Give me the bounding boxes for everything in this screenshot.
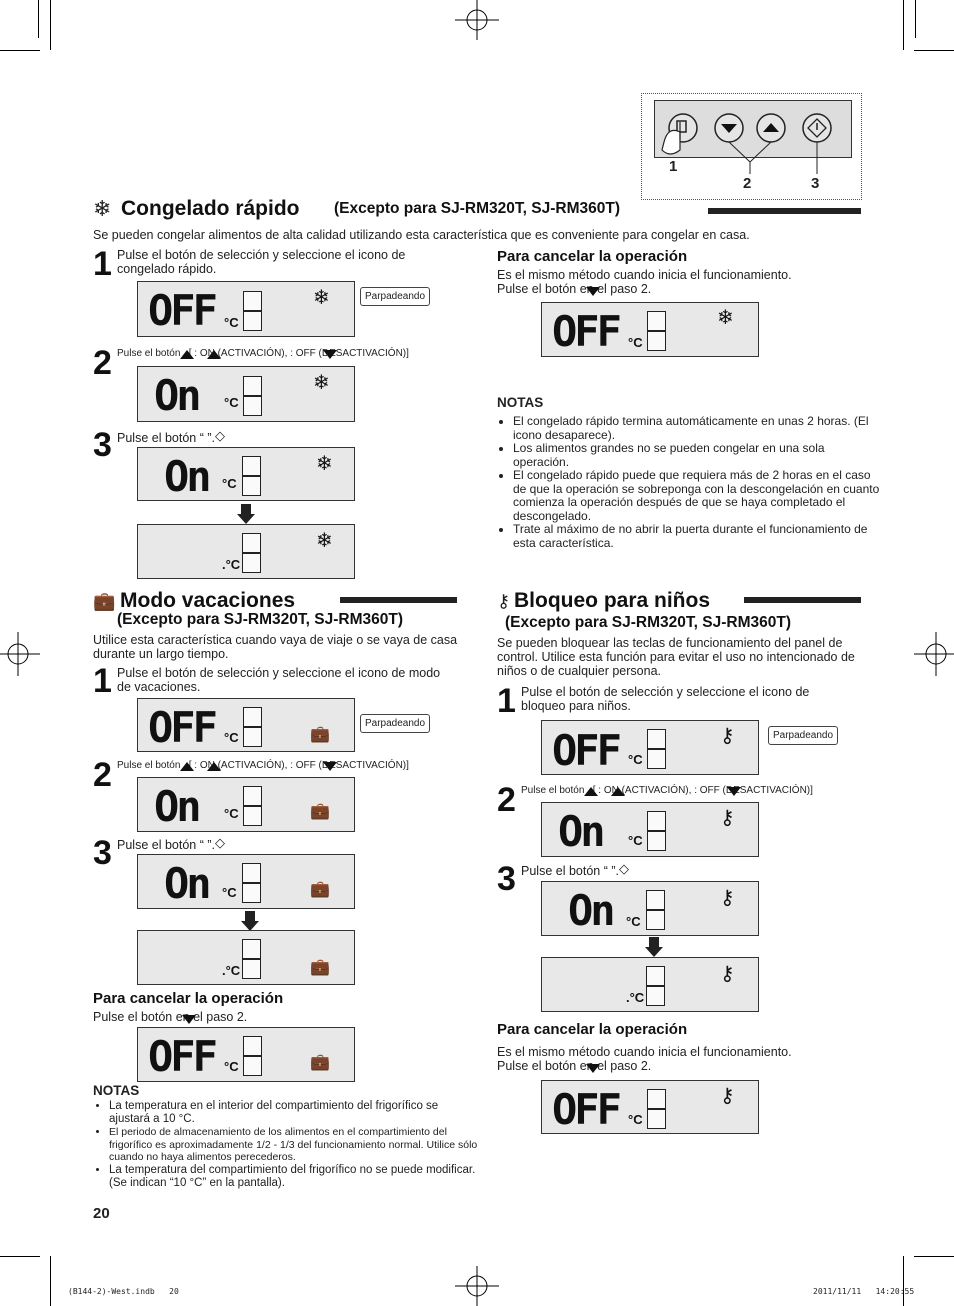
note-item: • El congelado rápido puede que requiera más de 2 horas en el caso de que la operación se sobreponga con la descongelación en cuanto comienza la operación después de que se haya completado el descongelado. [513, 469, 881, 523]
child-lock-intro: Se pueden bloquear las teclas de funcionamiento del panel de control. Utilice esta función para evitar el uso no intencionado de niños o de cualquier persona. [497, 636, 855, 678]
up-arrow-icon [584, 786, 598, 797]
up-arrow-icon [180, 349, 194, 360]
suitcase-icon: 💼 [310, 803, 330, 820]
up-arrow-icon [180, 761, 194, 772]
lcd-segment-box [647, 1089, 666, 1109]
page-number: 20 [93, 1205, 110, 1222]
lcd-digits: On [164, 859, 209, 908]
instruction-text: Pulse el botón en el paso 2. [93, 1010, 248, 1024]
quick-cancel-title: Para cancelar la operación [497, 248, 688, 265]
crop-mark [903, 1256, 904, 1306]
down-arrow-icon [586, 284, 600, 298]
lcd-segment-box [646, 966, 665, 986]
snowflake-icon: ❄ [93, 196, 112, 221]
lcd-segment-box [242, 553, 261, 573]
blinking-callout: Parpadeando [768, 726, 838, 745]
step-number: 2 [93, 344, 112, 382]
lcd-unit: .°C [222, 963, 241, 978]
lcd-segment-box [243, 786, 262, 806]
crop-mark [915, 0, 916, 38]
quick-notes-list [497, 415, 881, 550]
lcd-unit: .°C [626, 990, 645, 1005]
panel-buttons [642, 94, 861, 199]
heading-rule [744, 597, 861, 603]
lcd-unit: °C [224, 395, 239, 410]
quick-freeze-title: Congelado rápido [121, 197, 300, 220]
instruction-text: Pulse el botón . [ : ON (ACTIVACIÓN), : OFF (DESACTIVACIÓN)] [117, 348, 409, 359]
child-lock-title: Bloqueo para niños [514, 589, 711, 612]
lcd-segment-box [242, 959, 261, 979]
lcd-segment-box [242, 456, 261, 476]
down-arrow-icon [645, 947, 663, 957]
quick-step1-text: Pulse el botón de selección y seleccione el icono de congelado rápido. [117, 248, 406, 276]
step-number: 3 [497, 860, 516, 898]
down-arrow-icon [727, 786, 741, 797]
lcd-display [541, 1080, 759, 1134]
crop-mark [38, 0, 39, 38]
quick-freeze-intro: Se pueden congelar alimentos de alta calidad utilizando esta característica que es conveniente para congelar en casa. [93, 228, 750, 242]
quick-step2-text [117, 348, 462, 359]
lcd-display [541, 957, 759, 1012]
crop-mark [50, 0, 51, 50]
lcd-segment-box [243, 806, 262, 826]
instruction-text: Pulse el botón . [ : ON (ACTIVACIÓN), : OFF (DESACTIVACIÓN)] [521, 785, 813, 796]
note-item: • La temperatura en el interior del compartimiento del frigorífico se ajustará a 10 °C. [109, 1100, 479, 1126]
lcd-segment-box [646, 986, 665, 1006]
snowflake-icon: ❄ [313, 287, 330, 309]
note-item: • El periodo de almacenamiento de los alimentos en el compartimiento del frigorífico es aproximadamente 1/2 - 1/3 del funcionamiento normal. Utilice sólo cuando no haya alimentos perecederos. [109, 1126, 479, 1164]
suitcase-icon: 💼 [93, 591, 116, 611]
quick-cancel-text-2 [497, 282, 797, 296]
lcd-display [541, 802, 759, 857]
lcd-segment-box [646, 890, 665, 910]
lcd-unit: °C [222, 476, 237, 491]
step-number: 1 [497, 682, 516, 720]
lcd-display [137, 1027, 355, 1082]
registration-mark [455, 0, 499, 40]
snowflake-icon: ❄ [717, 307, 734, 329]
lcd-digits: On [154, 782, 199, 831]
vacation-step2-text [117, 760, 462, 771]
vacation-intro: Utilice esta característica cuando vaya de viaje o se vaya de casa durante un largo tiempo. [93, 633, 458, 661]
lcd-display [137, 930, 355, 985]
step-number: 2 [93, 756, 112, 794]
quick-freeze-except: (Excepto para SJ-RM320T, SJ-RM360T) [334, 200, 620, 217]
crop-mark [0, 50, 40, 51]
lcd-display [541, 302, 759, 357]
vacation-step1-text: Pulse el botón de selección y seleccione el icono de modo de vacaciones. [117, 666, 441, 694]
lcd-unit: °C [628, 335, 643, 350]
lcd-display [541, 881, 759, 936]
lcd-digits: OFF [148, 703, 215, 752]
crop-mark [914, 1256, 954, 1257]
step-number: 1 [93, 245, 112, 283]
lcd-display [137, 281, 355, 337]
quick-step3-text: Pulse el botón “ ”. [117, 431, 215, 445]
lcd-unit: °C [628, 833, 643, 848]
child-cancel-text-1: Es el mismo método cuando inicia el funcionamiento. [497, 1045, 792, 1059]
blinking-callout: Parpadeando [360, 714, 430, 733]
lcd-unit: .°C [222, 557, 241, 572]
registration-mark [455, 1266, 499, 1306]
lcd-segment-box [647, 811, 666, 831]
lcd-segment-box [243, 291, 262, 311]
heading-rule [340, 597, 457, 603]
snowflake-icon: ❄ [313, 372, 330, 394]
suitcase-icon: 💼 [310, 726, 330, 743]
lcd-digits: OFF [148, 286, 215, 335]
lcd-segment-box [647, 749, 666, 769]
crop-mark [50, 1256, 51, 1306]
lcd-segment-box [242, 476, 261, 496]
suitcase-icon: 💼 [310, 1054, 330, 1071]
set-button-icon: ◇ [215, 428, 225, 443]
print-date: 2011/11/11 14:20:55 [813, 1287, 915, 1296]
lcd-unit: °C [224, 315, 239, 330]
file-info: (B144-2)-West.indb 20 [68, 1287, 179, 1296]
lcd-display [137, 366, 355, 422]
step-number: 1 [93, 662, 112, 700]
lcd-segment-box [647, 311, 666, 331]
lcd-segment-box [243, 1036, 262, 1056]
lcd-digits: OFF [552, 726, 619, 775]
lcd-segment-box [243, 311, 262, 331]
panel-label-3: 3 [811, 175, 820, 192]
key-icon: ⚷ [720, 1085, 735, 1107]
blinking-callout: Parpadeando [360, 287, 430, 306]
lcd-segment-box [242, 863, 261, 883]
vacation-cancel-text [93, 1010, 393, 1024]
crop-mark [903, 0, 904, 50]
lcd-digits: OFF [552, 307, 619, 356]
child-cancel-title: Para cancelar la operación [497, 1021, 688, 1038]
lcd-segment-box [243, 396, 262, 416]
vacation-title: Modo vacaciones [120, 589, 296, 612]
lcd-display [541, 720, 759, 775]
suitcase-icon: 💼 [310, 959, 330, 976]
lcd-display [137, 524, 355, 579]
up-arrow-icon [611, 786, 625, 797]
lcd-segment-box [647, 729, 666, 749]
child-cancel-text-2 [497, 1059, 797, 1073]
panel-label-1: 1 [669, 158, 678, 175]
lcd-unit: °C [222, 885, 237, 900]
snowflake-icon: ❄ [316, 453, 333, 475]
quick-freeze-heading [93, 197, 861, 223]
set-button-icon: ◇ [619, 861, 629, 876]
key-icon: ⚷ [720, 963, 735, 985]
lcd-digits: On [154, 371, 199, 420]
registration-mark [914, 632, 954, 676]
vacation-step3-text: Pulse el botón “ ”. [117, 838, 215, 852]
instruction-text: Pulse el botón en el paso 2. [497, 282, 652, 296]
instruction-text: Pulse el botón en el paso 2. [497, 1059, 652, 1073]
lcd-digits: On [164, 452, 209, 501]
heading-rule [708, 208, 861, 214]
quick-cancel-text-1: Es el mismo método cuando inicia el funcionamiento. [497, 268, 792, 282]
lcd-digits: On [558, 807, 603, 856]
key-icon: ⚷ [720, 887, 735, 909]
lcd-segment-box [243, 707, 262, 727]
crop-mark [0, 1256, 40, 1257]
lcd-unit: °C [224, 730, 239, 745]
child-lock-except: (Excepto para SJ-RM320T, SJ-RM360T) [505, 614, 791, 631]
lcd-segment-box [242, 533, 261, 553]
crop-mark [914, 50, 954, 51]
lcd-unit: °C [224, 806, 239, 821]
step-number: 3 [93, 426, 112, 464]
vacation-notes-list [93, 1100, 479, 1190]
lcd-digits: On [568, 886, 613, 935]
note-item: • Los alimentos grandes no se pueden congelar en una sola operación. [513, 442, 881, 469]
child-step1-text: Pulse el botón de selección y seleccione el icono de bloqueo para niños. [521, 685, 810, 713]
note-item: • La temperatura del compartimiento del frigorífico no se puede modificar. (Se indican “10 °C” en la pantalla). [109, 1164, 479, 1190]
note-item: • El congelado rápido termina automáticamente en unas 2 horas. (El icono desaparece). [513, 415, 881, 442]
registration-mark [0, 632, 40, 676]
lcd-display [137, 698, 355, 752]
down-arrow-icon [586, 1061, 600, 1075]
lcd-segment-box [242, 883, 261, 903]
suitcase-icon: 💼 [310, 881, 330, 898]
control-panel-figure [641, 93, 862, 200]
up-arrow-icon [207, 761, 221, 772]
step-number: 3 [93, 834, 112, 872]
lcd-segment-box [243, 727, 262, 747]
vacation-except: (Excepto para SJ-RM320T, SJ-RM360T) [117, 611, 403, 628]
lcd-display [137, 777, 355, 832]
key-icon: ⚷ [720, 807, 735, 829]
vacation-notes-title: NOTAS [93, 1083, 140, 1098]
key-icon: ⚷ [720, 725, 735, 747]
quick-notes-title: NOTAS [497, 395, 544, 410]
lcd-digits: OFF [552, 1085, 619, 1134]
note-item: • Trate al máximo de no abrir la puerta durante el funcionamiento de esta característica. [513, 523, 881, 550]
up-arrow-icon [207, 349, 221, 360]
key-icon: ⚷ [497, 591, 511, 611]
step-number: 2 [497, 781, 516, 819]
child-step2-text [521, 785, 866, 796]
down-arrow-icon [237, 514, 255, 524]
vacation-cancel-title: Para cancelar la operación [93, 990, 284, 1007]
lcd-segment-box [243, 376, 262, 396]
snowflake-icon: ❄ [316, 530, 333, 552]
lcd-segment-box [647, 1109, 666, 1129]
lcd-unit: °C [628, 752, 643, 767]
instruction-text: Pulse el botón . [ : ON (ACTIVACIÓN), : OFF (DESACTIVACIÓN)] [117, 760, 409, 771]
lcd-unit: °C [224, 1059, 239, 1074]
down-arrow-icon [182, 1012, 196, 1026]
set-button-icon: ◇ [215, 835, 225, 850]
panel-label-2: 2 [743, 175, 752, 192]
lcd-segment-box [647, 331, 666, 351]
lcd-unit: °C [626, 914, 641, 929]
down-arrow-icon [323, 761, 337, 772]
lcd-segment-box [242, 939, 261, 959]
lcd-unit: °C [628, 1112, 643, 1127]
lcd-display [137, 854, 355, 909]
lcd-digits: OFF [148, 1032, 215, 1081]
lcd-segment-box [243, 1056, 262, 1076]
lcd-display [137, 447, 355, 501]
lcd-segment-box [647, 831, 666, 851]
down-arrow-icon [323, 349, 337, 360]
child-step3-text: Pulse el botón “ ”. [521, 864, 619, 878]
lcd-segment-box [646, 910, 665, 930]
